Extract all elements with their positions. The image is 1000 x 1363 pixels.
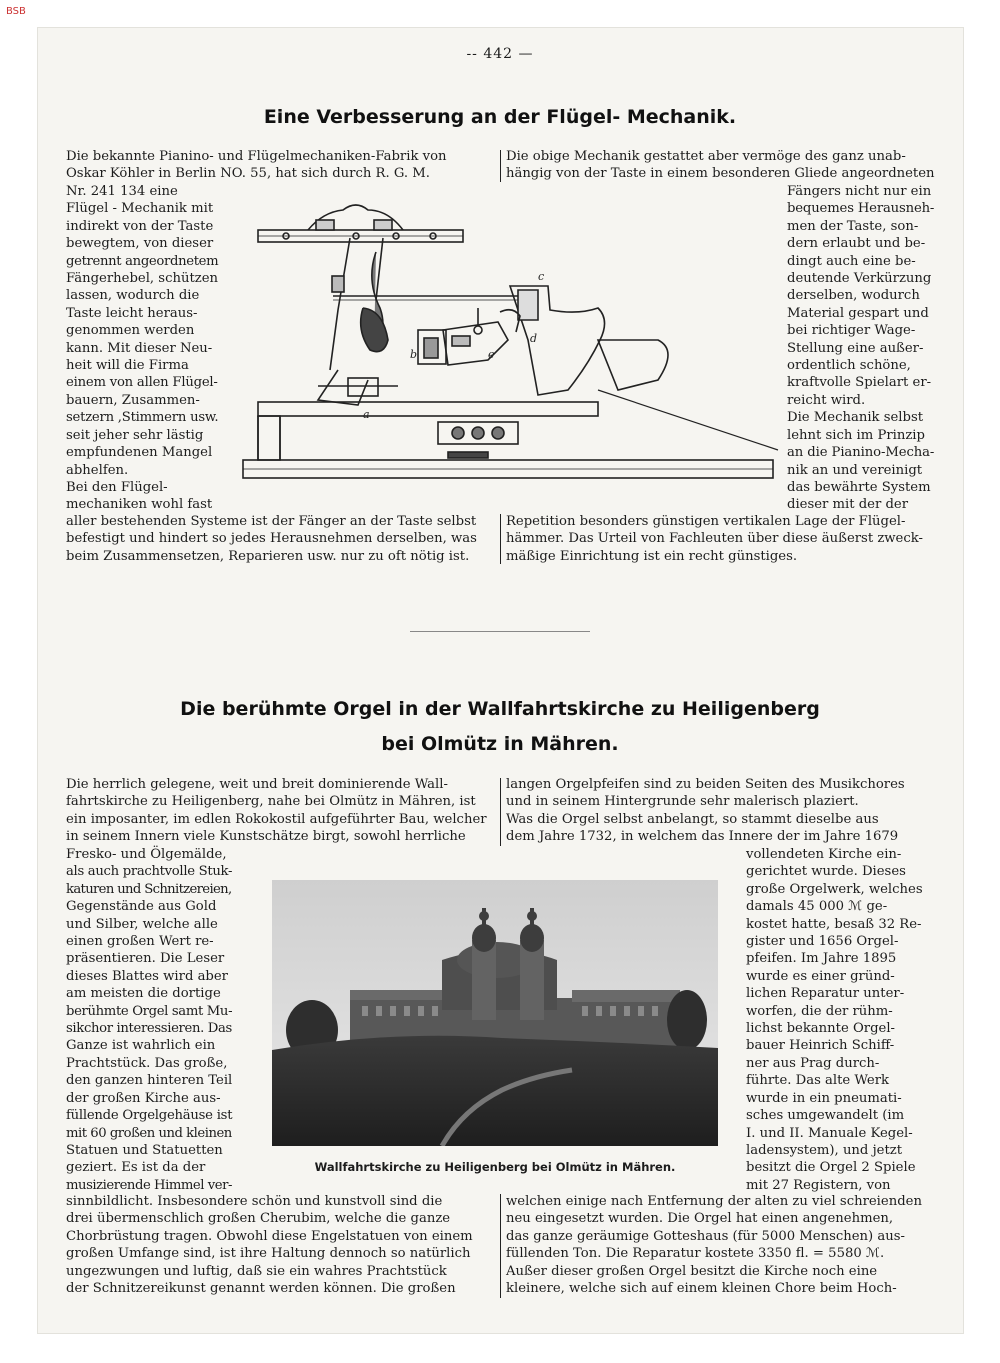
text-line: lassen, wodurch die: [66, 288, 200, 304]
text-line: Taste leicht heraus-: [66, 305, 198, 321]
text-line: katuren und Schnitzereien,: [66, 881, 232, 897]
article2-left-narrow-text: [66, 846, 232, 1194]
article1-bottom-right-text: [506, 513, 934, 565]
article2-title-line1: Die berühmte Orgel in der Wallfahrtskirche zu Heiligenberg: [180, 698, 820, 720]
text-line: füllende Orgelgehäuse ist: [66, 1108, 233, 1124]
text-line: einen großen Wert re-: [66, 934, 214, 950]
text-line: Prachtstück. Das große,: [66, 1055, 228, 1071]
label-d: d: [530, 332, 538, 345]
text-line: ordentlich schöne,: [787, 358, 911, 374]
label-a: a: [363, 408, 370, 421]
text-line: kostet hatte, besaß 32 Re-: [746, 916, 922, 932]
text-line: geziert. Es ist da der: [66, 1160, 206, 1176]
text-line: befestigt und hindert so jedes Herausnehmen derselben, was: [66, 531, 477, 547]
text-line: men der Taste, son-: [787, 218, 919, 234]
text-line: mäßige Einrichtung ist ein recht günstiges.: [506, 548, 798, 564]
text-line: füllenden Ton. Die Reparatur kostete 3350 fl. = 5580 ℳ.: [506, 1246, 885, 1262]
text-line: bequemes Herausneh-: [787, 201, 935, 217]
text-line: ladensystem), und jetzt: [746, 1142, 903, 1158]
text-line: hämmer. Das Urteil von Fachleuten über diese äußerst zweck-: [506, 531, 923, 547]
text-line: bewegtem, von dieser: [66, 236, 214, 252]
article2-top-left-text: [66, 776, 496, 846]
text-line: beim Zusammensetzen, Reparieren usw. nur zu oft nötig ist.: [66, 548, 470, 564]
text-line: setzern ,Stimmern usw.: [66, 410, 219, 426]
article1-top-left-text: [66, 148, 496, 183]
text-line: reicht wird.: [787, 392, 866, 408]
library-corner-mark: BSB: [6, 6, 26, 17]
text-line: Oskar Köhler in Berlin NO. 55, hat sich durch R. G. M.: [66, 166, 430, 182]
page-number: -- 442 —: [466, 46, 534, 62]
text-line: Außer dieser großen Orgel besitzt die Kirche noch eine: [506, 1263, 878, 1279]
text-line: mechaniken wohl fast: [66, 497, 213, 513]
text-line: langen Orgelpfeifen sind zu beiden Seiten des Musikchores: [506, 777, 905, 792]
text-line: mit 27 Registern, von: [746, 1177, 891, 1193]
text-line: wurde es einer gründ-: [746, 968, 895, 984]
text-line: große Orgelwerk, welches: [746, 881, 923, 897]
text-line: in seinem Innern viele Kunstschätze birgt, sowohl herrliche: [66, 829, 466, 845]
text-line: an die Pianino-Mecha-: [787, 445, 935, 461]
text-line: Statuen und Statuetten: [66, 1142, 223, 1158]
text-line: vollendeten Kirche ein-: [746, 847, 902, 862]
text-line: mit 60 großen und kleinen: [66, 1125, 232, 1141]
text-line: genommen werden: [66, 323, 195, 339]
text-line: Material gespart und: [787, 305, 929, 321]
text-line: und in seinem Hintergrunde sehr malerisch plaziert.: [506, 794, 859, 810]
text-line: der großen Kirche aus-: [66, 1090, 221, 1106]
article2-title-line2: bei Olmütz in Mähren.: [381, 733, 619, 755]
label-b: b: [410, 348, 418, 361]
text-line: damals 45 000 ℳ ge-: [746, 899, 888, 915]
article1-bottom-left-text: [66, 513, 496, 565]
text-line: lichen Reparatur unter-: [746, 986, 905, 1002]
text-line: kleinere, welche sich auf einem kleinen Chore beim Hoch-: [506, 1281, 897, 1297]
text-line: drei übermenschlich großen Cherubim, welche die ganze: [66, 1211, 451, 1227]
text-line: Stellung eine außer-: [787, 340, 924, 356]
text-line: getrennt angeordnetem: [66, 253, 219, 269]
text-line: ner aus Prag durch-: [746, 1055, 880, 1071]
text-line: führte. Das alte Werk: [746, 1073, 890, 1089]
text-line: sches umgewandelt (im: [746, 1108, 905, 1124]
text-line: präsentieren. Die Leser: [66, 951, 225, 967]
text-line: neu eingesetzt wurden. Die Orgel hat einen angenehmen,: [506, 1211, 894, 1227]
church-photograph: [272, 880, 718, 1146]
text-line: bei richtiger Wage-: [787, 323, 916, 339]
text-line: Bei den Flügel-: [66, 479, 168, 495]
text-line: lichst bekannte Orgel-: [746, 1021, 895, 1037]
text-line: Die bekannte Pianino- und Flügelmechaniken-Fabrik von: [66, 149, 447, 164]
text-line: wurde in ein pneumati-: [746, 1090, 902, 1106]
text-line: welchen einige nach Entfernung der alten zu viel schreienden: [506, 1194, 922, 1209]
text-line: musizierende Himmel ver-: [66, 1177, 232, 1193]
text-line: bauer Heinrich Schiff-: [746, 1038, 895, 1054]
text-line: Nr. 241 134 eine: [66, 184, 178, 199]
text-line: worfen, die der rühm-: [746, 1003, 893, 1019]
text-line: Ganze ist wahrlich ein: [66, 1038, 216, 1054]
article2-bottom-left-text: [66, 1193, 496, 1297]
text-line: dieser mit der der: [787, 497, 909, 513]
article1-top-right-text: [506, 148, 934, 183]
text-line: derselben, wodurch: [787, 288, 920, 304]
article1-right-narrow-text: [787, 183, 934, 514]
column-rule: [500, 150, 501, 182]
text-line: kann. Mit dieser Neu-: [66, 340, 213, 356]
text-line: berühmte Orgel samt Mu-: [66, 1003, 233, 1019]
text-line: nik an und vereinigt: [787, 462, 923, 478]
text-line: einem von allen Flügel-: [66, 375, 218, 391]
text-line: pfeifen. Im Jahre 1895: [746, 951, 897, 967]
text-line: Flügel - Mechanik mit: [66, 201, 214, 217]
label-c: c: [538, 270, 545, 283]
label-e: e: [488, 348, 495, 361]
text-line: Fängerhebel, schützen: [66, 271, 218, 287]
column-rule: [500, 1194, 501, 1298]
section-divider: [410, 631, 590, 632]
text-line: fahrtskirche zu Heiligenberg, nahe bei Olmütz in Mähren, ist: [66, 794, 476, 810]
grand-piano-action-diagram: [238, 190, 782, 490]
text-line: I. und II. Manuale Kegel-: [746, 1125, 913, 1141]
text-line: ein imposanter, im edlen Rokokostil aufgeführter Bau, welcher: [66, 811, 487, 827]
text-line: deutende Verkürzung: [787, 271, 932, 287]
text-line: dern erlaubt und be-: [787, 236, 926, 252]
text-line: als auch prachtvolle Stuk-: [66, 864, 233, 880]
article1-left-narrow-text: [66, 183, 218, 514]
text-line: dem Jahre 1732, in welchem das Innere der im Jahre 1679: [506, 829, 899, 845]
text-line: großen Umfange sind, ist ihre Haltung dennoch so natürlich: [66, 1246, 471, 1262]
text-line: aller bestehenden Systeme ist der Fänger an der Taste selbst: [66, 514, 477, 529]
text-line: der Schnitzereikunst genannt werden können. Die großen: [66, 1281, 456, 1297]
text-line: hängig von der Taste in einem besonderen Gliede angeordneten: [506, 166, 935, 182]
text-line: abhelfen.: [66, 462, 129, 478]
text-line: heit will die Firma: [66, 358, 189, 374]
text-line: indirekt von der Taste: [66, 218, 214, 234]
article1-title: Eine Verbesserung an der Flügel- Mechanik.: [263, 106, 737, 128]
text-line: Fängers nicht nur ein: [787, 184, 932, 199]
text-line: am meisten die dortige: [66, 986, 221, 1002]
text-line: Was die Orgel selbst anbelangt, so stammt dieselbe aus: [506, 811, 879, 827]
text-line: sinnbildlicht. Insbesondere schön und kunstvoll sind die: [66, 1194, 443, 1209]
text-line: Chorbrüstung tragen. Obwohl diese Engelstatuen von einem: [66, 1228, 473, 1244]
text-line: Fresko- und Ölgemälde,: [66, 847, 227, 862]
text-line: gister und 1656 Orgel-: [746, 934, 899, 950]
text-line: Die Mechanik selbst: [787, 410, 924, 426]
text-line: besitzt die Orgel 2 Spiele: [746, 1160, 916, 1176]
text-line: Die herrlich gelegene, weit und breit dominierende Wall-: [66, 777, 448, 792]
text-line: das ganze geräumige Gotteshaus (für 5000 Menschen) aus-: [506, 1228, 905, 1244]
column-rule: [500, 778, 501, 846]
text-line: gerichtet wurde. Dieses: [746, 864, 906, 880]
text-line: dieses Blattes wird aber: [66, 968, 228, 984]
article2-bottom-right-text: [506, 1193, 934, 1297]
text-line: Gegenstände aus Gold: [66, 899, 217, 915]
text-line: lehnt sich im Prinzip: [787, 427, 925, 443]
article2-top-right-text: [506, 776, 934, 846]
text-line: ungezwungen und luftig, daß sie ein wahres Prachtstück: [66, 1263, 447, 1279]
text-line: seit jeher sehr lästig: [66, 427, 204, 443]
text-line: Repetition besonders günstigen vertikalen Lage der Flügel-: [506, 514, 906, 529]
text-line: Die obige Mechanik gestattet aber vermöge des ganz unab-: [506, 149, 906, 164]
article2-right-narrow-text: [746, 846, 928, 1194]
text-line: das bewährte System: [787, 479, 931, 495]
text-line: bauern, Zusammen-: [66, 392, 200, 408]
text-line: empfundenen Mangel: [66, 445, 213, 461]
text-line: dingt auch eine be-: [787, 253, 916, 269]
text-line: kraftvolle Spielart er-: [787, 375, 932, 391]
text-line: den ganzen hinteren Teil: [66, 1073, 233, 1089]
photo-caption: Wallfahrtskirche zu Heiligenberg bei Olmütz in Mähren.: [314, 1160, 676, 1174]
text-line: sikchor interessieren. Das: [66, 1021, 232, 1037]
text-line: und Silber, welche alle: [66, 916, 218, 932]
column-rule: [500, 514, 501, 564]
